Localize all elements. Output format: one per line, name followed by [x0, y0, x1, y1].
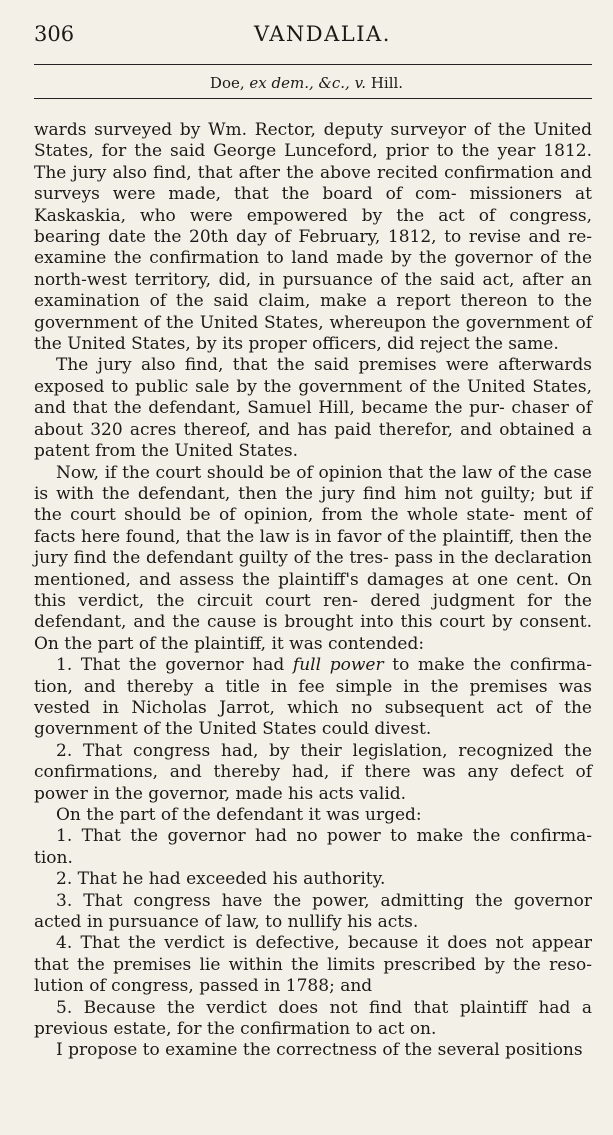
paragraph [34, 741, 592, 805]
text-line: confirmation and surveys were made, that the board of com- [34, 162, 592, 205]
paragraph [34, 869, 592, 890]
text-line: thereon to the government of the United States, whereupon [34, 291, 592, 333]
paragraph [34, 1040, 592, 1061]
paragraph [34, 933, 592, 997]
text-line: the government of the United States, by its proper officers, [34, 312, 592, 355]
caption-rule [34, 98, 592, 99]
header-rule [34, 64, 592, 65]
caption-italic: ex dem., &c., v. [249, 74, 367, 92]
paragraph [34, 891, 592, 934]
case-caption [0, 74, 613, 92]
italic-text: full power [292, 655, 384, 676]
body-text [34, 120, 592, 1062]
text-line: was contended: [289, 633, 425, 654]
caption-part: Hill. [366, 74, 404, 92]
text-line: governor of the north-west territory, did, in pursuance of the [34, 248, 593, 290]
text-line: ment of facts here found, that the law is in favor of the [34, 505, 593, 547]
text-line: into this court by consent. On the part of the plaintiff, it [34, 612, 592, 654]
text-line: On the part of the defendant it was urged: [56, 805, 422, 825]
text-line: missioners at Kaskaskia, who were empowered by the act of [34, 184, 592, 226]
text-line: government of the United States could divest. [34, 719, 432, 740]
text-span: to make the confirma- [383, 655, 592, 676]
caption-part: Doe, [209, 74, 250, 92]
text-line: 4. That the verdict is defective, because it does not appear [56, 933, 592, 954]
text-line: tion, and thereby a title in fee simple in the premises was [34, 676, 592, 697]
text-line: Now, if the court should be of opinion that the law of the [56, 462, 548, 483]
paragraph [34, 355, 592, 462]
text-line: plaintiff, then the jury find the defendant guilty of the tres- [34, 526, 592, 569]
text-line: 2. That he had exceeded his authority. [56, 869, 386, 890]
text-line: acted in pursuance of law, to nullify his acts. [34, 912, 419, 933]
text-line: that the premises lie within the limits prescribed by the reso- [34, 954, 592, 975]
paragraph [34, 998, 592, 1041]
text-line: confirmations, and thereby had, if there was any defect of [34, 762, 592, 783]
text-line: but if the court should be of opinion, from the whole state- [34, 483, 593, 526]
text-line: did reject the same. [387, 334, 559, 355]
text-line: wards surveyed by Wm. Rector, deputy surveyor of the [34, 120, 526, 140]
text-line: power in the governor, made his acts valid. [34, 783, 407, 804]
paragraph [34, 826, 592, 869]
text-line: 2. That congress had, by their legislation, recognized the [56, 740, 592, 761]
text-line: chaser of about 320 acres thereof, and has paid therefor, and [34, 398, 592, 440]
text-line: lution of congress, passed in 1788; and [34, 976, 373, 997]
text-line: case is with the defendant, then the jury find him not guilty; [34, 462, 592, 504]
text-span: 1. That the governor had [56, 655, 293, 676]
text-line: vested in Nicholas Jarrot, which no subsequent act of the [34, 697, 592, 718]
text-line: revise and re-examine the confirmation to land made by the [34, 227, 592, 269]
text-line: congress, bearing date the 20th day of February, 1812, to [34, 205, 592, 248]
text-line: previous estate, for the confirmation to act on. [34, 1019, 437, 1040]
text-line: States, and that the defendant, Samuel Hill, became the pur- [34, 376, 592, 419]
text-line: said act, after an examination of the said claim, make a report [34, 269, 593, 312]
paragraph [34, 805, 592, 826]
text-line: pass in the declaration mentioned, and assess the plaintiff's [34, 548, 593, 590]
text-line: United States, for the said George Lunceford, prior to the [34, 120, 592, 162]
paragraph [34, 463, 592, 656]
text-line: 5. Because the verdict does not find that plaintiff had a [56, 997, 592, 1018]
text-line: 3. That congress have the power, admitting the governor [56, 890, 592, 911]
text-line: obtained a patent from the United States. [34, 419, 593, 462]
page-number: 306 [34, 22, 75, 46]
text-line: I propose to examine the correctness of the several positions [56, 1040, 583, 1061]
text-line: year 1812. The jury also find, that after the above recited [34, 141, 593, 183]
text-line: dered judgment for the defendant, and the cause is brought [34, 590, 592, 633]
running-title: VANDALIA. [254, 22, 391, 46]
text-line: exposed to public sale by the government of the United [34, 376, 526, 397]
paragraph [34, 120, 592, 355]
paragraph [34, 655, 592, 741]
text-line: 1. That the governor had no power to make the confirma- [56, 826, 592, 847]
text-line: tion. [34, 847, 73, 868]
text-line [56, 655, 592, 675]
text-line: The jury also find, that the said premises were afterwards [56, 355, 592, 376]
text-line: damages at one cent. On this verdict, the circuit court ren- [34, 569, 593, 611]
